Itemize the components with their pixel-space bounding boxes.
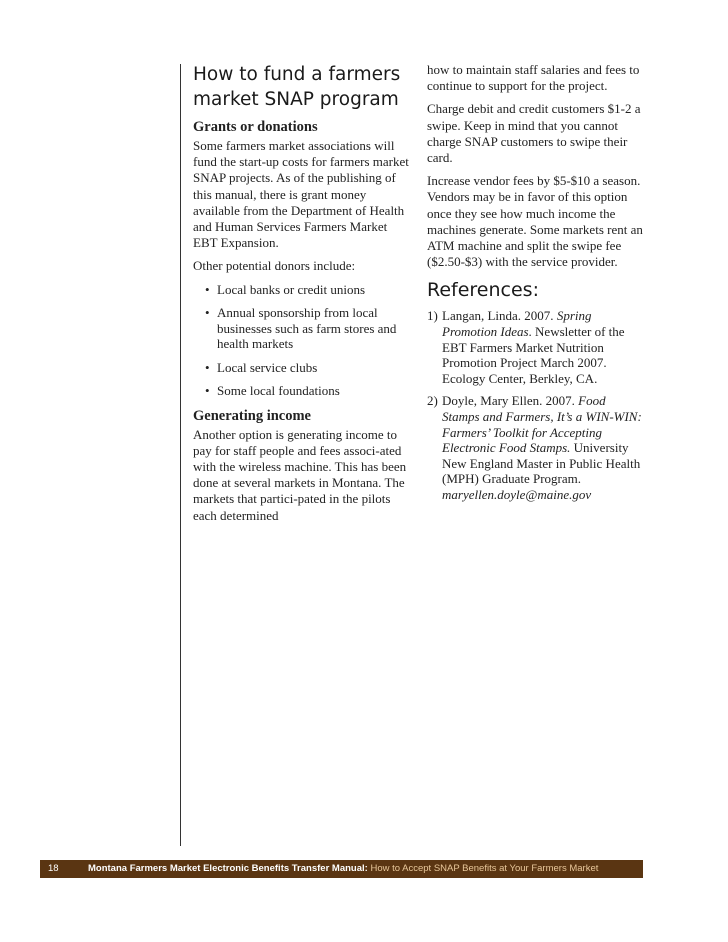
reference-details: University New England Master in Public Health (MPH) Graduate Program.: [442, 440, 641, 487]
column-divider-rule: [180, 64, 181, 846]
grants-paragraph: Some farmers market associations will fund the start-up costs for farmers market SNAP projects. As of the publishing of this manual, there is grant money available from the Department of Health and Human Services Farmers Market EBT Expansion.: [193, 138, 409, 251]
reference-number: 1): [427, 308, 438, 324]
reference-item: [427, 308, 645, 386]
charge-paragraph: Charge debit and credit customers $1-2 a swipe. Keep in mind that you cannot charge SNAP customers to swipe their card.: [427, 101, 641, 166]
list-item: • Annual sponsorship from local businesses such as farm stores and health markets: [193, 305, 411, 352]
footer-title: [88, 860, 598, 878]
section-title: [193, 62, 411, 112]
list-item: • Local service clubs: [193, 360, 411, 376]
left-column: [193, 62, 411, 531]
manual-title: Montana Farmers Market Electronic Benefits Transfer Manual: [88, 863, 365, 874]
section-title-line-1: How to fund a farmers: [193, 64, 401, 85]
references-heading: References:: [427, 279, 539, 302]
page-footer: [40, 860, 643, 878]
reference-details: . Newsletter of the EBT Farmers Market Nutrition Promotion Project March 2007. Ecology Center, Berkley, CA.: [442, 324, 625, 386]
income-heading: Generating income: [193, 407, 311, 424]
references-list: [427, 308, 645, 502]
footer-subtitle: How to Accept SNAP Benefits at Your Farmers Market: [370, 863, 599, 874]
reference-title: Food Stamps and Farmers, It’s a WIN-WIN: Farmers’ Toolkit for Accepting Electronic Food Stamps.: [442, 393, 642, 456]
reference-item: [427, 393, 645, 502]
income-paragraph: Another option is generating income to pay for staff people and fees associ-ated with the wireless machine. This has been done at several markets in Montana. The markets that partici-pated in the pilots each determined: [193, 426, 407, 523]
right-column: [427, 62, 645, 510]
list-item: • Some local foundations: [193, 383, 411, 399]
page-number: 18: [48, 863, 59, 874]
section-title-line-2: market SNAP program: [193, 89, 399, 110]
reference-email: maryellen.doyle@maine.gov: [442, 486, 592, 502]
reference-number: 2): [427, 393, 438, 409]
reference-author: Langan, Linda. 2007.: [442, 308, 557, 324]
footer-separator: :: [364, 863, 371, 874]
donors-intro: Other potential donors include:: [193, 258, 356, 274]
donors-list: [193, 282, 411, 399]
reference-author: Doyle, Mary Ellen. 2007.: [442, 393, 579, 409]
list-item: • Local banks or credit unions: [193, 282, 411, 298]
grants-heading: Grants or donations: [193, 119, 318, 135]
continued-paragraph: how to maintain staff salaries and fees to continue to support for the project.: [427, 62, 640, 94]
vendor-fee-paragraph: Increase vendor fees by $5-$10 a season. Vendors may be in favor of this option once they see how much income the machines generate. Some markets rent an ATM machine and split the swipe fee ($2.50-$3) with the service provider.: [427, 173, 643, 270]
reference-title: Spring Promotion Ideas: [442, 308, 592, 340]
